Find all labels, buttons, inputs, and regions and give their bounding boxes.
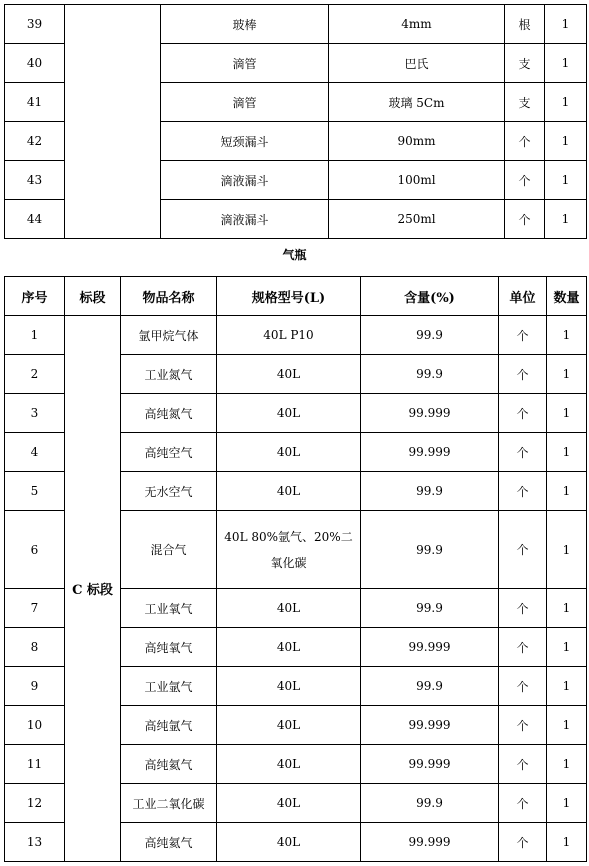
item-spec: 250ml xyxy=(329,200,505,239)
item-unit: 个 xyxy=(505,200,545,239)
item-name: 无水空气 xyxy=(121,472,217,511)
item-qty: 1 xyxy=(545,44,587,83)
header-unit: 单位 xyxy=(499,277,547,316)
item-spec: 40L xyxy=(217,589,361,628)
item-name: 高纯氮气 xyxy=(121,394,217,433)
item-qty: 1 xyxy=(547,316,587,355)
item-qty: 1 xyxy=(547,433,587,472)
item-spec: 40L P10 xyxy=(217,316,361,355)
item-spec: 4mm xyxy=(329,5,505,44)
item-unit: 支 xyxy=(505,83,545,122)
item-spec: 40L xyxy=(217,745,361,784)
item-spec: 40L xyxy=(217,472,361,511)
header-spec: 规格型号(L) xyxy=(217,277,361,316)
item-name: 工业氮气 xyxy=(121,355,217,394)
row-number: 44 xyxy=(5,200,65,239)
item-qty: 1 xyxy=(547,784,587,823)
equipment-table-continued xyxy=(4,4,587,239)
item-spec: 40L xyxy=(217,433,361,472)
item-name: 高纯氦气 xyxy=(121,745,217,784)
header-name: 物品名称 xyxy=(121,277,217,316)
row-number: 9 xyxy=(5,667,65,706)
row-number: 2 xyxy=(5,355,65,394)
item-qty: 1 xyxy=(545,122,587,161)
item-unit: 个 xyxy=(499,433,547,472)
item-qty: 1 xyxy=(547,667,587,706)
item-unit: 个 xyxy=(499,355,547,394)
item-unit: 个 xyxy=(499,589,547,628)
row-number: 4 xyxy=(5,433,65,472)
item-unit: 个 xyxy=(505,161,545,200)
item-spec: 40L xyxy=(217,784,361,823)
item-qty: 1 xyxy=(547,823,587,862)
item-spec: 巴氏 xyxy=(329,44,505,83)
item-name: 高纯氧气 xyxy=(121,628,217,667)
row-number: 1 xyxy=(5,316,65,355)
row-number: 11 xyxy=(5,745,65,784)
item-content: 99.9 xyxy=(361,589,499,628)
header-section: 标段 xyxy=(65,277,121,316)
item-spec: 40L xyxy=(217,667,361,706)
row-number: 12 xyxy=(5,784,65,823)
item-spec-text: 40L 80%氩气、20%二氧化碳 xyxy=(224,529,353,570)
item-name: 高纯空气 xyxy=(121,433,217,472)
item-unit: 个 xyxy=(499,745,547,784)
item-qty: 1 xyxy=(545,5,587,44)
header-content: 含量(%) xyxy=(361,277,499,316)
row-number: 6 xyxy=(5,511,65,589)
table-row xyxy=(5,5,587,44)
row-number: 41 xyxy=(5,83,65,122)
item-name: 工业氩气 xyxy=(121,667,217,706)
item-spec: 40L xyxy=(217,394,361,433)
item-unit: 个 xyxy=(499,316,547,355)
item-qty: 1 xyxy=(547,394,587,433)
item-unit: 个 xyxy=(499,706,547,745)
item-spec: 90mm xyxy=(329,122,505,161)
item-content: 99.999 xyxy=(361,433,499,472)
row-number: 8 xyxy=(5,628,65,667)
section-title: 气瓶 xyxy=(282,248,307,262)
section-cell xyxy=(65,5,161,239)
item-qty: 1 xyxy=(545,200,587,239)
item-unit: 个 xyxy=(499,472,547,511)
item-name: 短颈漏斗 xyxy=(161,122,329,161)
item-unit: 支 xyxy=(505,44,545,83)
item-content: 99.999 xyxy=(361,823,499,862)
item-name: 玻棒 xyxy=(161,5,329,44)
row-number: 39 xyxy=(5,5,65,44)
row-number: 13 xyxy=(5,823,65,862)
item-name: 滴管 xyxy=(161,83,329,122)
item-name: 高纯氦气 xyxy=(121,823,217,862)
item-content: 99.999 xyxy=(361,394,499,433)
item-qty: 1 xyxy=(547,589,587,628)
item-unit: 个 xyxy=(505,122,545,161)
item-spec: 40L xyxy=(217,823,361,862)
item-qty: 1 xyxy=(547,472,587,511)
item-unit: 个 xyxy=(499,784,547,823)
item-qty: 1 xyxy=(547,745,587,784)
item-name: 滴液漏斗 xyxy=(161,161,329,200)
item-content: 99.9 xyxy=(361,667,499,706)
item-spec: 100ml xyxy=(329,161,505,200)
row-number: 40 xyxy=(5,44,65,83)
row-number: 3 xyxy=(5,394,65,433)
header-qty: 数量 xyxy=(547,277,587,316)
item-name: 氩甲烷气体 xyxy=(121,316,217,355)
item-name: 高纯氩气 xyxy=(121,706,217,745)
item-name: 混合气 xyxy=(121,511,217,589)
header-no: 序号 xyxy=(5,277,65,316)
item-unit: 个 xyxy=(499,511,547,589)
item-name: 工业氧气 xyxy=(121,589,217,628)
item-name: 工业二氧化碳 xyxy=(121,784,217,823)
gas-cylinder-table xyxy=(4,276,587,862)
item-content: 99.9 xyxy=(361,784,499,823)
item-qty: 1 xyxy=(547,706,587,745)
section-label: C 标段 xyxy=(65,316,121,862)
item-content: 99.9 xyxy=(361,355,499,394)
item-spec xyxy=(217,511,361,589)
row-number: 7 xyxy=(5,589,65,628)
item-qty: 1 xyxy=(547,355,587,394)
item-content: 99.9 xyxy=(361,511,499,589)
item-spec: 40L xyxy=(217,355,361,394)
table-row xyxy=(5,316,587,355)
item-qty: 1 xyxy=(545,83,587,122)
item-qty: 1 xyxy=(547,511,587,589)
item-name: 滴管 xyxy=(161,44,329,83)
item-content: 99.9 xyxy=(361,472,499,511)
table-header-row xyxy=(5,277,587,316)
row-number: 42 xyxy=(5,122,65,161)
item-spec: 玻璃 5Cm xyxy=(329,83,505,122)
item-content: 99.9 xyxy=(361,316,499,355)
item-spec: 40L xyxy=(217,628,361,667)
item-unit: 个 xyxy=(499,667,547,706)
row-number: 43 xyxy=(5,161,65,200)
item-unit: 个 xyxy=(499,823,547,862)
item-unit: 个 xyxy=(499,628,547,667)
row-number: 10 xyxy=(5,706,65,745)
item-qty: 1 xyxy=(545,161,587,200)
item-content: 99.999 xyxy=(361,706,499,745)
item-content: 99.999 xyxy=(361,745,499,784)
item-unit: 个 xyxy=(499,394,547,433)
item-qty: 1 xyxy=(547,628,587,667)
item-spec: 40L xyxy=(217,706,361,745)
item-unit: 根 xyxy=(505,5,545,44)
row-number: 5 xyxy=(5,472,65,511)
item-content: 99.999 xyxy=(361,628,499,667)
item-name: 滴液漏斗 xyxy=(161,200,329,239)
